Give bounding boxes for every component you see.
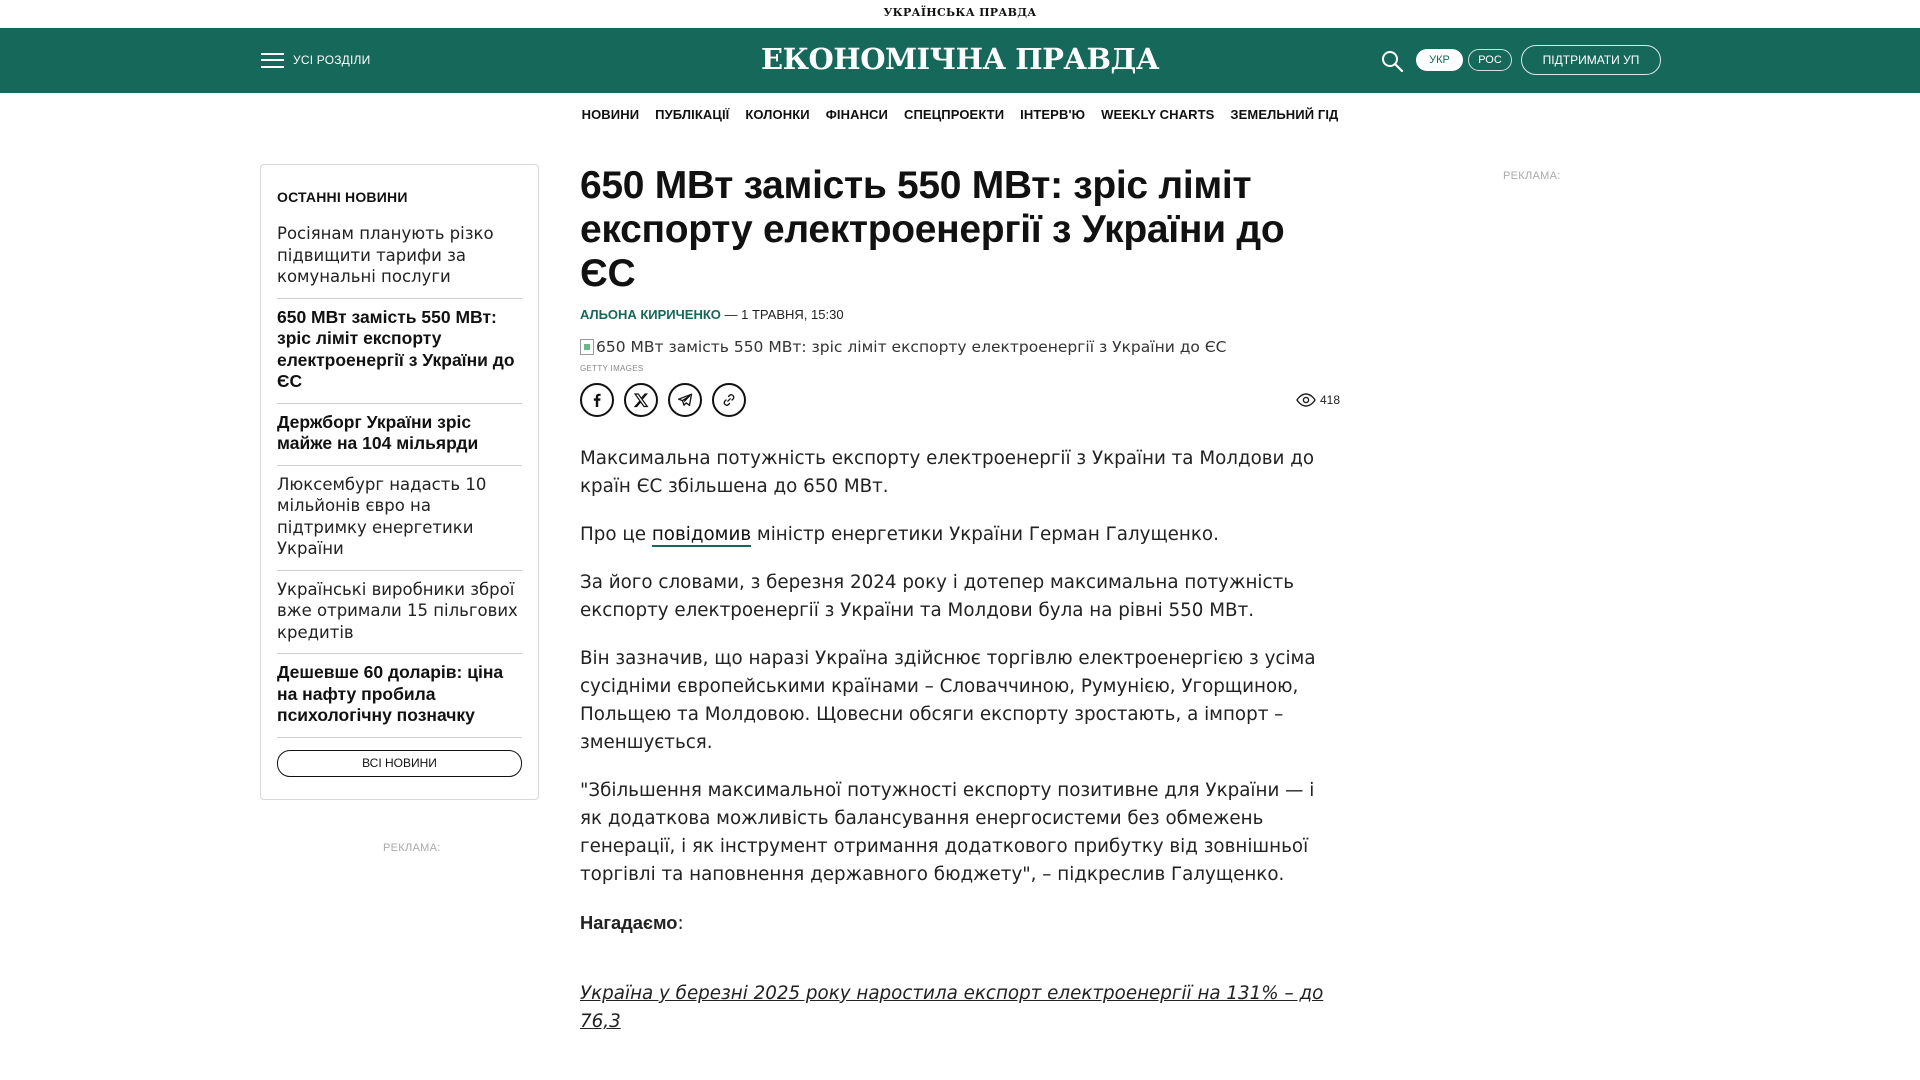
site-header (0, 28, 1920, 93)
nav-item-special-projects[interactable]: СПЕЦПРОЕКТИ (904, 106, 1005, 122)
related-link[interactable]: Україна у березні 2025 року наростила експорт електроенергії на 131% – до 76,3 (580, 983, 1324, 1032)
eye-icon (1296, 393, 1316, 407)
site-logo[interactable]: ЕКОНОМІЧНА ПРАВДА (761, 42, 1159, 76)
paragraph: Він зазначив, що наразі Україна здійснює торгівлю електроенергією з усіма сусідніми європейськими країнами – Словаччиною, Румунією, Угорщиною, Польщею та Молдовою. Щовесни обсяги експорту зростають, а імпорт – зменшується. (580, 648, 1316, 753)
nav-item-interview[interactable]: ІНТЕРВ'Ю (1020, 106, 1086, 122)
clipped-paragraph (580, 980, 1340, 1032)
all-sections-label: УСІ РОЗДІЛИ (293, 53, 371, 67)
news-item[interactable]: 650 МВт замість 550 МВт: зріс ліміт експорту електроенергії з України до ЄС (277, 299, 522, 404)
byline (580, 307, 1340, 322)
paragraph: Нагадаємо: (580, 912, 684, 934)
nav-item-columns[interactable]: КОЛОНКИ (745, 106, 810, 122)
share-row (580, 383, 1340, 421)
paragraph: Максимальна потужність експорту електроенергії з України та Молдови до країн ЄС збільшена до 650 МВт. (580, 448, 1315, 497)
ukrainska-pravda-brand[interactable]: УКРАЇНСЬКА ПРАВДА (883, 6, 1037, 19)
broken-image-icon (580, 339, 594, 355)
news-item[interactable]: Держборг України зріс майже на 104 мільярди (277, 404, 522, 466)
main-nav (0, 93, 1920, 135)
all-news-button[interactable]: ВСІ НОВИНИ (277, 750, 522, 777)
paragraph: За його словами, з березня 2024 року і дотепер максимальна потужність експорту електроенергії з України та Молдови була на рівні 550 МВт. (580, 572, 1294, 621)
publish-date: — 1 ТРАВНЯ, 15:30 (720, 307, 844, 322)
news-item[interactable]: Українські виробники зброї вже отримали 15 пільгових кредитів (277, 571, 522, 655)
nav-item-finance[interactable]: ФІНАНСИ (825, 106, 888, 122)
nav-item-land-guide[interactable]: ЗЕМЕЛЬНИЙ ГІД (1230, 106, 1339, 122)
remind-label: Нагадаємо (580, 912, 678, 933)
telegram-share-button[interactable] (668, 383, 702, 417)
link-icon (721, 392, 737, 408)
sidebar-ad-label: РЕКЛАМА: (383, 842, 441, 854)
copy-link-button[interactable] (712, 383, 746, 417)
views-counter (1296, 393, 1340, 407)
search-icon[interactable] (1380, 49, 1404, 73)
nav-item-publications[interactable]: ПУБЛІКАЦІЇ (655, 106, 730, 122)
telegram-icon (677, 392, 693, 408)
news-item[interactable]: Росіянам планують різко підвищити тарифи за комунальні послуги (277, 215, 522, 299)
top-strip (0, 0, 1920, 28)
image-alt-text: 650 МВт замість 550 МВт: зріс ліміт експорту електроенергії з України до ЄС (596, 338, 1227, 356)
lang-ros-button[interactable]: РОС (1468, 49, 1512, 71)
nav-item-weekly-charts[interactable]: WEEKLY CHARTS (1101, 106, 1215, 122)
article-body (580, 445, 1340, 938)
paragraph: "Збільшення максимальної потужності експорту позитивне для України — і як додаткова можливість балансування енергосистеми без обмежень генерації, і як інструмент отримання додаткового прибутку від зовнішньої торгівлі та наповнення державного бюджету", – підкреслив Галущенко. (580, 780, 1315, 885)
right-ad-label: РЕКЛАМА: (1503, 170, 1561, 182)
news-item[interactable]: Дешевше 60 доларів: ціна на нафту пробила психологічну позначку (277, 654, 522, 738)
source-link[interactable]: повідомив (651, 524, 752, 545)
nav-item-news[interactable]: НОВИНИ (581, 106, 640, 122)
x-share-button[interactable] (624, 383, 658, 417)
latest-news-title: ОСТАННІ НОВИНИ (277, 189, 408, 205)
support-button[interactable]: ПІДТРИМАТИ УП (1521, 45, 1661, 75)
x-icon (633, 392, 649, 408)
article (580, 164, 1340, 958)
views-count: 418 (1319, 393, 1340, 407)
lang-ukr-button[interactable]: УКР (1416, 49, 1463, 71)
article-image (580, 338, 1340, 356)
news-item[interactable]: Люксембург надасть 10 мільйонів євро на підтримку енергетики України (277, 466, 522, 571)
facebook-share-button[interactable] (580, 383, 614, 417)
image-credit: GETTY IMAGES (580, 364, 644, 373)
author-link[interactable]: АЛЬОНА КИРИЧЕНКО (580, 307, 721, 322)
article-title: 650 МВт замість 550 МВт: зріс ліміт експорту електроенергії з України до ЄС (580, 164, 1285, 295)
facebook-icon (589, 392, 605, 408)
latest-news-sidebar (260, 164, 539, 800)
paragraph: Про це повідомив міністр енергетики України Герман Галущенко. (580, 524, 1219, 545)
